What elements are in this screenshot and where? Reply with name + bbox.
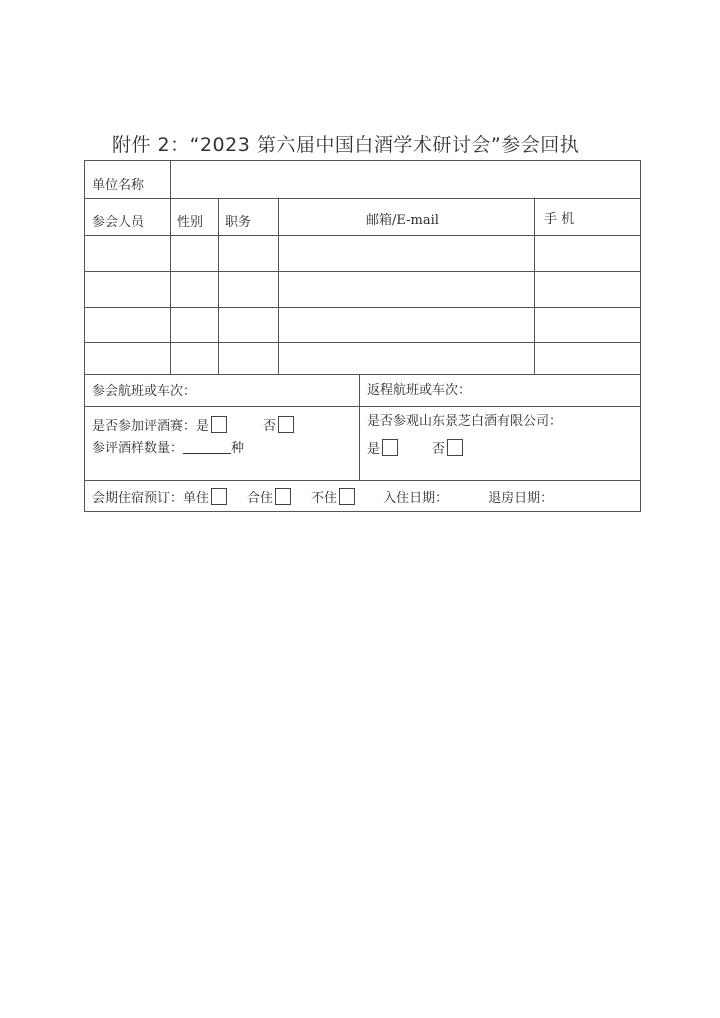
- visit-question: 是否参观山东景芝白酒有限公司：: [367, 414, 563, 429]
- table-line: [84, 160, 641, 161]
- table-line: [84, 480, 641, 481]
- table-line: [170, 198, 171, 374]
- table-line: [84, 235, 641, 236]
- checkout-label: 退房日期：: [488, 491, 554, 506]
- samples-blank[interactable]: [183, 441, 231, 454]
- table-line: [640, 160, 641, 512]
- contest-question: 是否参加评酒赛：: [92, 419, 197, 434]
- lodging-label: 会期住宿预订：: [92, 491, 184, 506]
- lodging-single-checkbox[interactable]: [211, 488, 227, 505]
- contest-no-checkbox[interactable]: [278, 416, 294, 433]
- table-line: [84, 374, 641, 375]
- table-line: [84, 406, 641, 407]
- header-gender: 性别: [177, 215, 204, 230]
- table-line: [534, 198, 535, 374]
- reply-form-table: [84, 160, 641, 512]
- header-attendee: 参会人员: [92, 215, 145, 230]
- visit-no-checkbox[interactable]: [447, 439, 463, 456]
- table-line: [84, 271, 641, 272]
- samples-row: [92, 441, 244, 457]
- document-title: 附件 2：“2023 第六届中国白酒学术研讨会”参会回执: [112, 134, 580, 156]
- table-line: [84, 160, 85, 512]
- lodging-none-label: 不住: [311, 491, 338, 506]
- table-line: [359, 374, 360, 480]
- contest-yes-checkbox[interactable]: [211, 416, 227, 433]
- lodging-shared-checkbox[interactable]: [275, 488, 291, 505]
- table-line: [170, 160, 171, 198]
- samples-unit: 种: [231, 441, 245, 456]
- header-position: 职务: [225, 215, 252, 230]
- unit-name-label: 单位名称: [92, 178, 145, 193]
- table-line: [278, 198, 279, 374]
- table-line: [84, 342, 641, 343]
- contest-no-label: 否: [263, 419, 277, 434]
- table-line: [84, 511, 641, 512]
- lodging-single-label: 单住: [183, 491, 210, 506]
- header-phone: 手 机: [544, 212, 575, 227]
- visit-yes-checkbox[interactable]: [382, 439, 398, 456]
- lodging-row: [92, 488, 553, 507]
- table-line: [84, 307, 641, 308]
- visit-answer-row: [367, 439, 463, 458]
- table-line: [84, 198, 641, 199]
- contest-question-row: [92, 416, 294, 435]
- return-label: 返程航班或车次：: [367, 383, 472, 398]
- table-line: [218, 198, 219, 374]
- visit-no-label: 否: [432, 442, 446, 457]
- lodging-none-checkbox[interactable]: [339, 488, 355, 505]
- header-email: 邮箱/E-mail: [366, 213, 439, 228]
- arrival-label: 参会航班或车次：: [92, 384, 197, 399]
- samples-label: 参评酒样数量：: [92, 441, 184, 456]
- visit-yes-label: 是: [367, 442, 381, 457]
- contest-yes-label: 是: [196, 419, 210, 434]
- lodging-shared-label: 合住: [247, 491, 274, 506]
- checkin-label: 入住日期：: [383, 491, 449, 506]
